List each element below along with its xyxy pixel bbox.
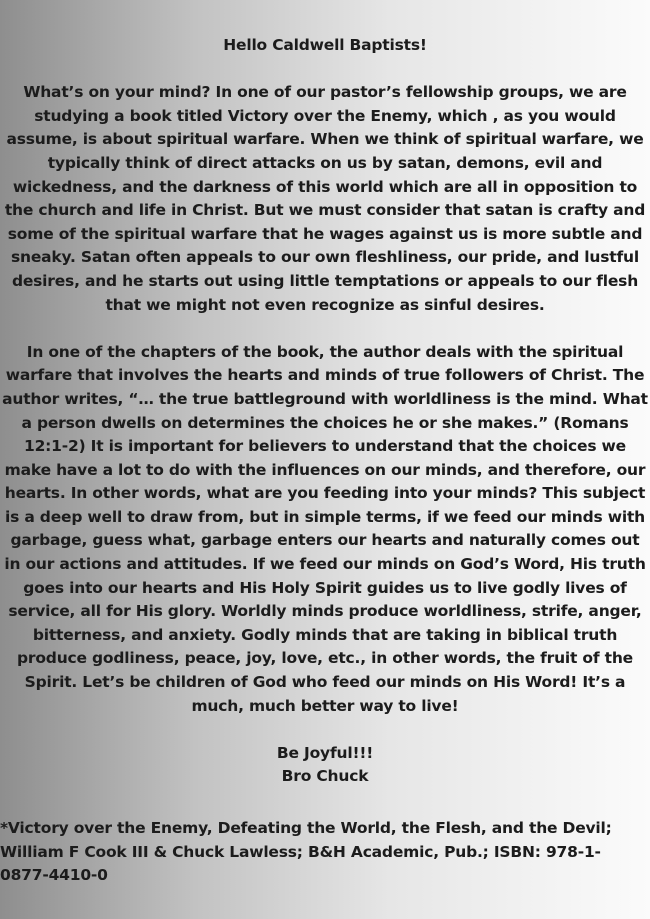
letter-paragraph-1: What’s on your mind? In one of our pastor’s fellowship groups, we are studying a book titled Victory over the Enemy, which , as you would assume, is about spiritual warfare. When we think of spiritual warfare, we typically think of direct attacks on us by satan, demons, evil and wickedness, and the darkness of this world which are all in opposition to the church and life in Christ. But we must consider that satan is crafty and some of the spiritual warfare that he wages against us is more subtle and sneaky. Satan often appeals to our own fleshliness, our pride, and lustful desires, and he starts out using little temptations or appeals to our flesh that we might not even recognize as sinful desires. — [4, 83, 646, 314]
letter-closing: Be Joyful!!! — [276, 743, 374, 762]
book-citation-footnote: *Victory over the Enemy, Defeating the World, the Flesh, and the Devil; William F Cook III & Chuck Lawless; B&H Academic, Pub.; ISBN: 978-1-0877-4410-0 — [0, 819, 612, 885]
pastor-letter — [0, 34, 650, 789]
letter-paragraph-2: In one of the chapters of the book, the author deals with the spiritual warfare that involves the hearts and minds of true followers of Christ. The author writes, “… the true battleground with worldliness is the mind. What a person dwells on determines the choices he or she makes.” (Romans 12:1-2) It is important for believers to understand that the choices we make have a lot to do with the influences on our minds, and therefore, our hearts. In other words, what are you feeding into your minds? This subject is a deep well to draw from, but in simple terms, if we feed our minds with garbage, guess what, garbage enters our hearts and naturally comes out in our actions and attitudes. If we feed our minds on God’s Word, His truth goes into our hearts and His Holy Spirit guides us to live godly lives of service, all for His glory. Worldly minds produce worldliness, strife, anger, bitterness, and anxiety. Godly minds that are taking in biblical truth produce godliness, peace, joy, love, etc., in other words, the fruit of the Spirit. Let’s be children of God who feed our minds on His Word! It’s a much, much better way to live! — [2, 342, 648, 715]
letter-greeting: Hello Caldwell Baptists! — [223, 36, 427, 54]
letter-signature: Bro Chuck — [281, 767, 369, 786]
